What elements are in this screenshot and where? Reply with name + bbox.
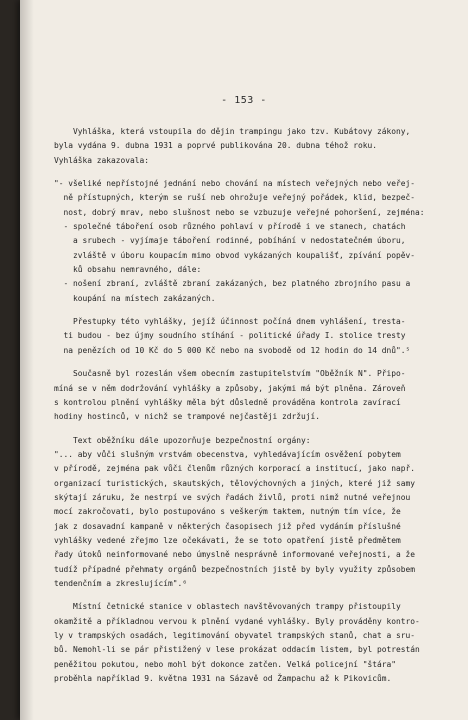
paragraph-gap — [54, 306, 452, 315]
page-edge-shadow — [20, 0, 34, 720]
text-line: míná se v něm dodržování vyhlášky a způsoby, jakými má být plněna. Zároveň — [54, 383, 406, 393]
text-line: tendenčním a zkreslujícím".⁶ — [54, 578, 188, 588]
text-line: řady útoků neinformované nebo úmyslně nesprávně informované veřejnosti, a že — [54, 550, 416, 560]
text-line: bů. Nemohl-li se pár přistižený v lese prokázat oddacím listem, byl potrestán — [54, 645, 420, 655]
text-line: hodiny hostinců, v nichž se trampové nejčastěji zdržují. — [54, 412, 321, 422]
document-page — [20, 0, 468, 720]
text-line: ti budou - bez újmy soudního stíhání - politické úřady I. stolice tresty — [54, 331, 406, 341]
text-line: "- všeliké nepřístojné jednání nebo chování na místech veřejných nebo veřej- — [54, 179, 416, 189]
text-line: ků obsahu nemravného, dále: — [54, 265, 202, 275]
text-line: okamžitě a příkladnou vervou k plnění vydané vyhlášky. Byly prováděny kontro- — [54, 616, 420, 626]
page-number: - 153 - — [221, 95, 267, 106]
text-line: jak z dosavadní kampaně v některých časopisech již před vydáním příslušné — [54, 521, 401, 531]
text-line: - společné táboření osob různého pohlaví v přírodě i ve stanech, chatách — [54, 222, 406, 232]
text-line: Vyhláška zakazovala: — [54, 155, 150, 165]
text-line: na penězích od 10 Kč do 5 000 Kč nebo na svobodě od 12 hodin do 14 dnů".⁵ — [54, 345, 411, 355]
text-line: Vyhláška, která vstoupila do dějin trampingu jako tzv. Kubátovy zákony, — [54, 127, 411, 136]
text-line: zvláště v úboru koupacím mimo obvod vykázaných koupališť, zpívání popěv- — [54, 250, 416, 260]
text-line: byla vydána 9. dubna 1931 a poprvé publikována 20. dubna téhož roku. — [54, 141, 378, 151]
text-line: "... aby vůči slušným vrstvám obecenstva, vyhledávajícím osvěžení pobytem — [54, 449, 401, 459]
text-line: s kontrolou plnění vyhlášky měla být důsledně prováděna kontrola zavírací — [54, 397, 401, 407]
text-line: koupání na místech zakázaných. — [54, 293, 216, 303]
paragraph-gap — [54, 425, 452, 434]
text-line: ly v trampských osadách, legitimování obyvatel trampských stanů, chat a sru- — [54, 631, 416, 640]
paragraph-gap — [54, 168, 452, 177]
text-line: a srubech - vyjímaje táboření rodinné, pobíhání v nedostatečném úboru, — [54, 236, 406, 246]
text-line: proběhla například 9. května 1931 na Sázavě od Žampachu až k Pikovicům. — [54, 674, 392, 684]
paragraph-gap — [54, 358, 452, 367]
text-line: organizací turistických, skautských, tělovýchovných a jiných, které již samy — [54, 478, 416, 488]
text-line: nost, dobrý mrav, nebo slušnost nebo se vzbuzuje veřejné pohoršení, zejména: — [54, 207, 425, 217]
text-line: - nošení zbraní, zvláště zbraní zakázaných, bez platného zbrojního pasu a — [54, 279, 411, 289]
text-line: peněžitou pokutou, nebo mohl být dokonce zatčen. Velká policejní "štára" — [54, 659, 397, 669]
text-line: mocí zakročovati, bylo postupováno s veškerým taktem, nutným tím více, že — [54, 507, 401, 517]
text-line: Místní četnické stanice v oblastech navštěvovaných trampy přistoupily — [54, 602, 401, 612]
text-line: v přírodě, zejména pak vůči členům různých korporací a institucí, jako např. — [54, 464, 416, 474]
text-line: ně přístupných, kterým se ruší neb ohrožuje veřejný pořádek, klid, bezpeč- — [54, 193, 416, 203]
text-line: tudíž případné přehmaty orgánů bezpečnostních jistě by byly využity způsobem — [54, 564, 416, 574]
document-body — [54, 125, 452, 686]
paragraph-gap — [54, 591, 452, 600]
text-line: Současně byl rozeslán všem obecním zastupitelstvím "Oběžník N". Připo- — [54, 369, 406, 379]
text-line: skýtají záruku, že nestrpí ve svých řadách živlů, proti nimž nutné veřejnou — [54, 492, 411, 502]
text-line: Text oběžníku dále upozorňuje bezpečnostní orgány: — [54, 435, 311, 445]
text-line: Přestupky této vyhlášky, jejíž účinnost počíná dnem vyhlášení, tresta- — [54, 317, 406, 327]
text-line: vyhlášky vedené zřejmo lze očekávati, že se toto opatření jistě předmětem — [54, 535, 401, 545]
